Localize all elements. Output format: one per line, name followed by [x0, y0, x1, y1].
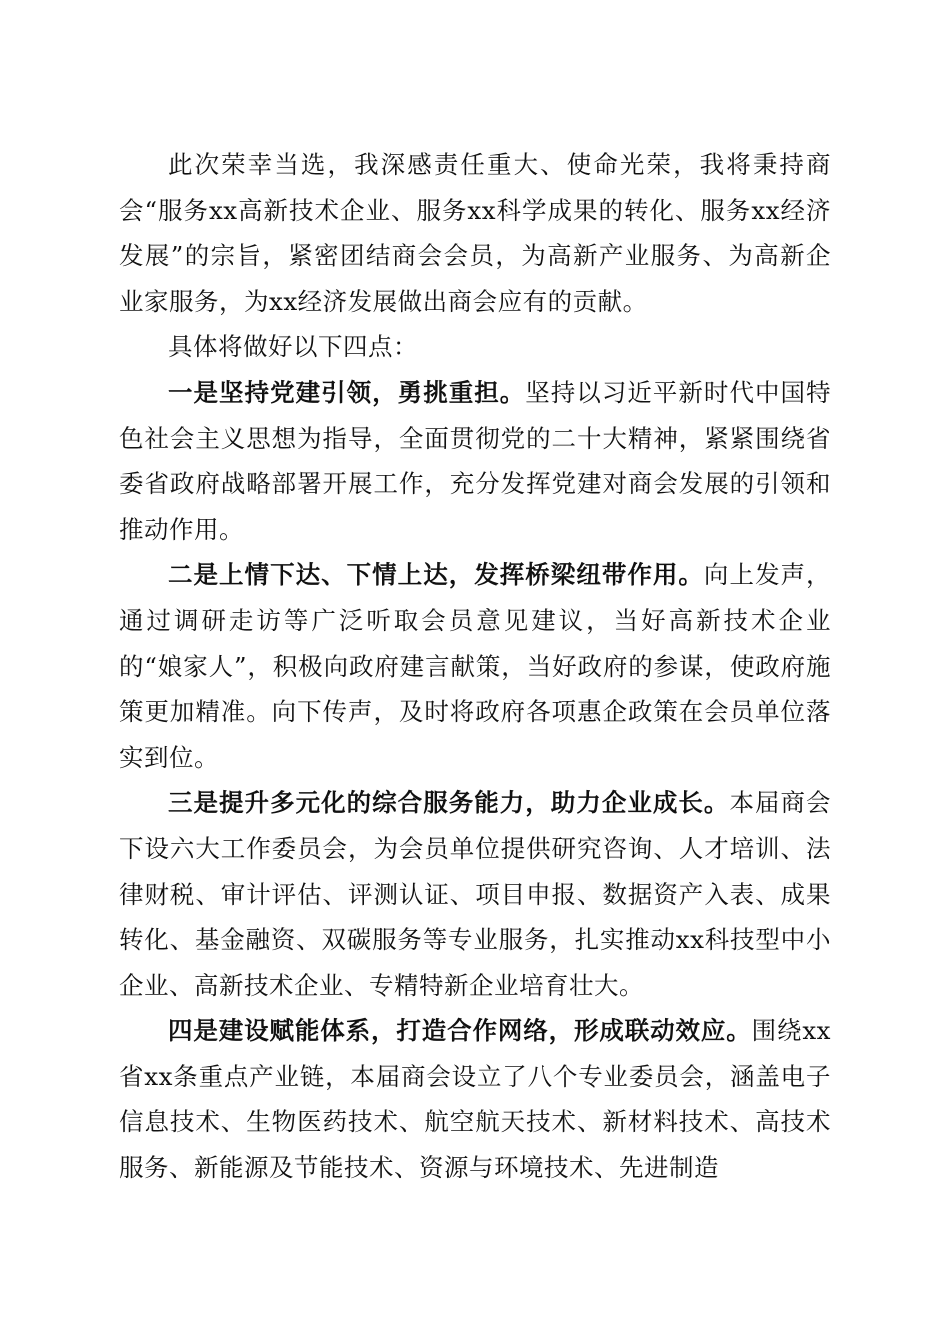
paragraph-point-4: [119, 1008, 831, 1190]
paragraph-text: 本届商会下设六大工作委员会，为会员单位提供研究咨询、人才培训、法律财税、审计评估、评测认证、项目申报、数据资产入表、成果转化、基金融资、双碳服务等专业服务，扎实推动xx科技型中小企业、高新技术企业、专精特新企业培育壮大。: [119, 788, 831, 1000]
paragraph-point-2: [119, 552, 831, 780]
paragraph-summary: [119, 324, 831, 370]
paragraph-intro: [119, 142, 831, 324]
paragraph-point-1: [119, 370, 831, 552]
document-body: [119, 142, 831, 1191]
paragraph-text: 围绕xx省xx条重点产业链，本届商会设立了八个专业委员会，涵盖电子信息技术、生物医药技术、航空航天技术、新材料技术、高技术服务、新能源及节能技术、资源与环境技术、先进制造: [119, 1016, 831, 1183]
paragraph-text: 坚持以习近平新时代中国特色社会主义思想为指导，全面贯彻党的二十大精神，紧紧围绕省委省政府战略部署开展工作，充分发挥党建对商会发展的引领和推动作用。: [119, 377, 832, 544]
paragraph-text: 此次荣幸当选，我深感责任重大、使命光荣，我将秉持商会“服务xx高新技术企业、服务xx科学成果的转化、服务xx经济发展”的宗旨，紧密团结商会会员，为高新产业服务、为高新企业家服务，为xx经济发展做出商会应有的贡献。: [119, 150, 831, 316]
paragraph-point-3: [119, 780, 831, 1008]
paragraph-lead: 一是坚持党建引领，勇挑重担。: [168, 377, 526, 407]
paragraph-lead: 四是建设赋能体系，打造合作网络，形成联动效应。: [168, 1016, 752, 1046]
paragraph-lead: 二是上情下达、下情上达，发挥桥梁纽带作用。: [168, 560, 704, 590]
paragraph-lead: 三是提升多元化的综合服务能力，助力企业成长。: [168, 788, 730, 818]
paragraph-text: 具体将做好以下四点：: [168, 332, 418, 362]
paragraph-text: 向上发声，通过调研走访等广泛听取会员意见建议，当好高新技术企业的“娘家人”，积极向政府建言献策，当好政府的参谋，使政府施策更加精准。向下传声，及时将政府各项惠企政策在会员单位落实到位。: [119, 560, 832, 772]
